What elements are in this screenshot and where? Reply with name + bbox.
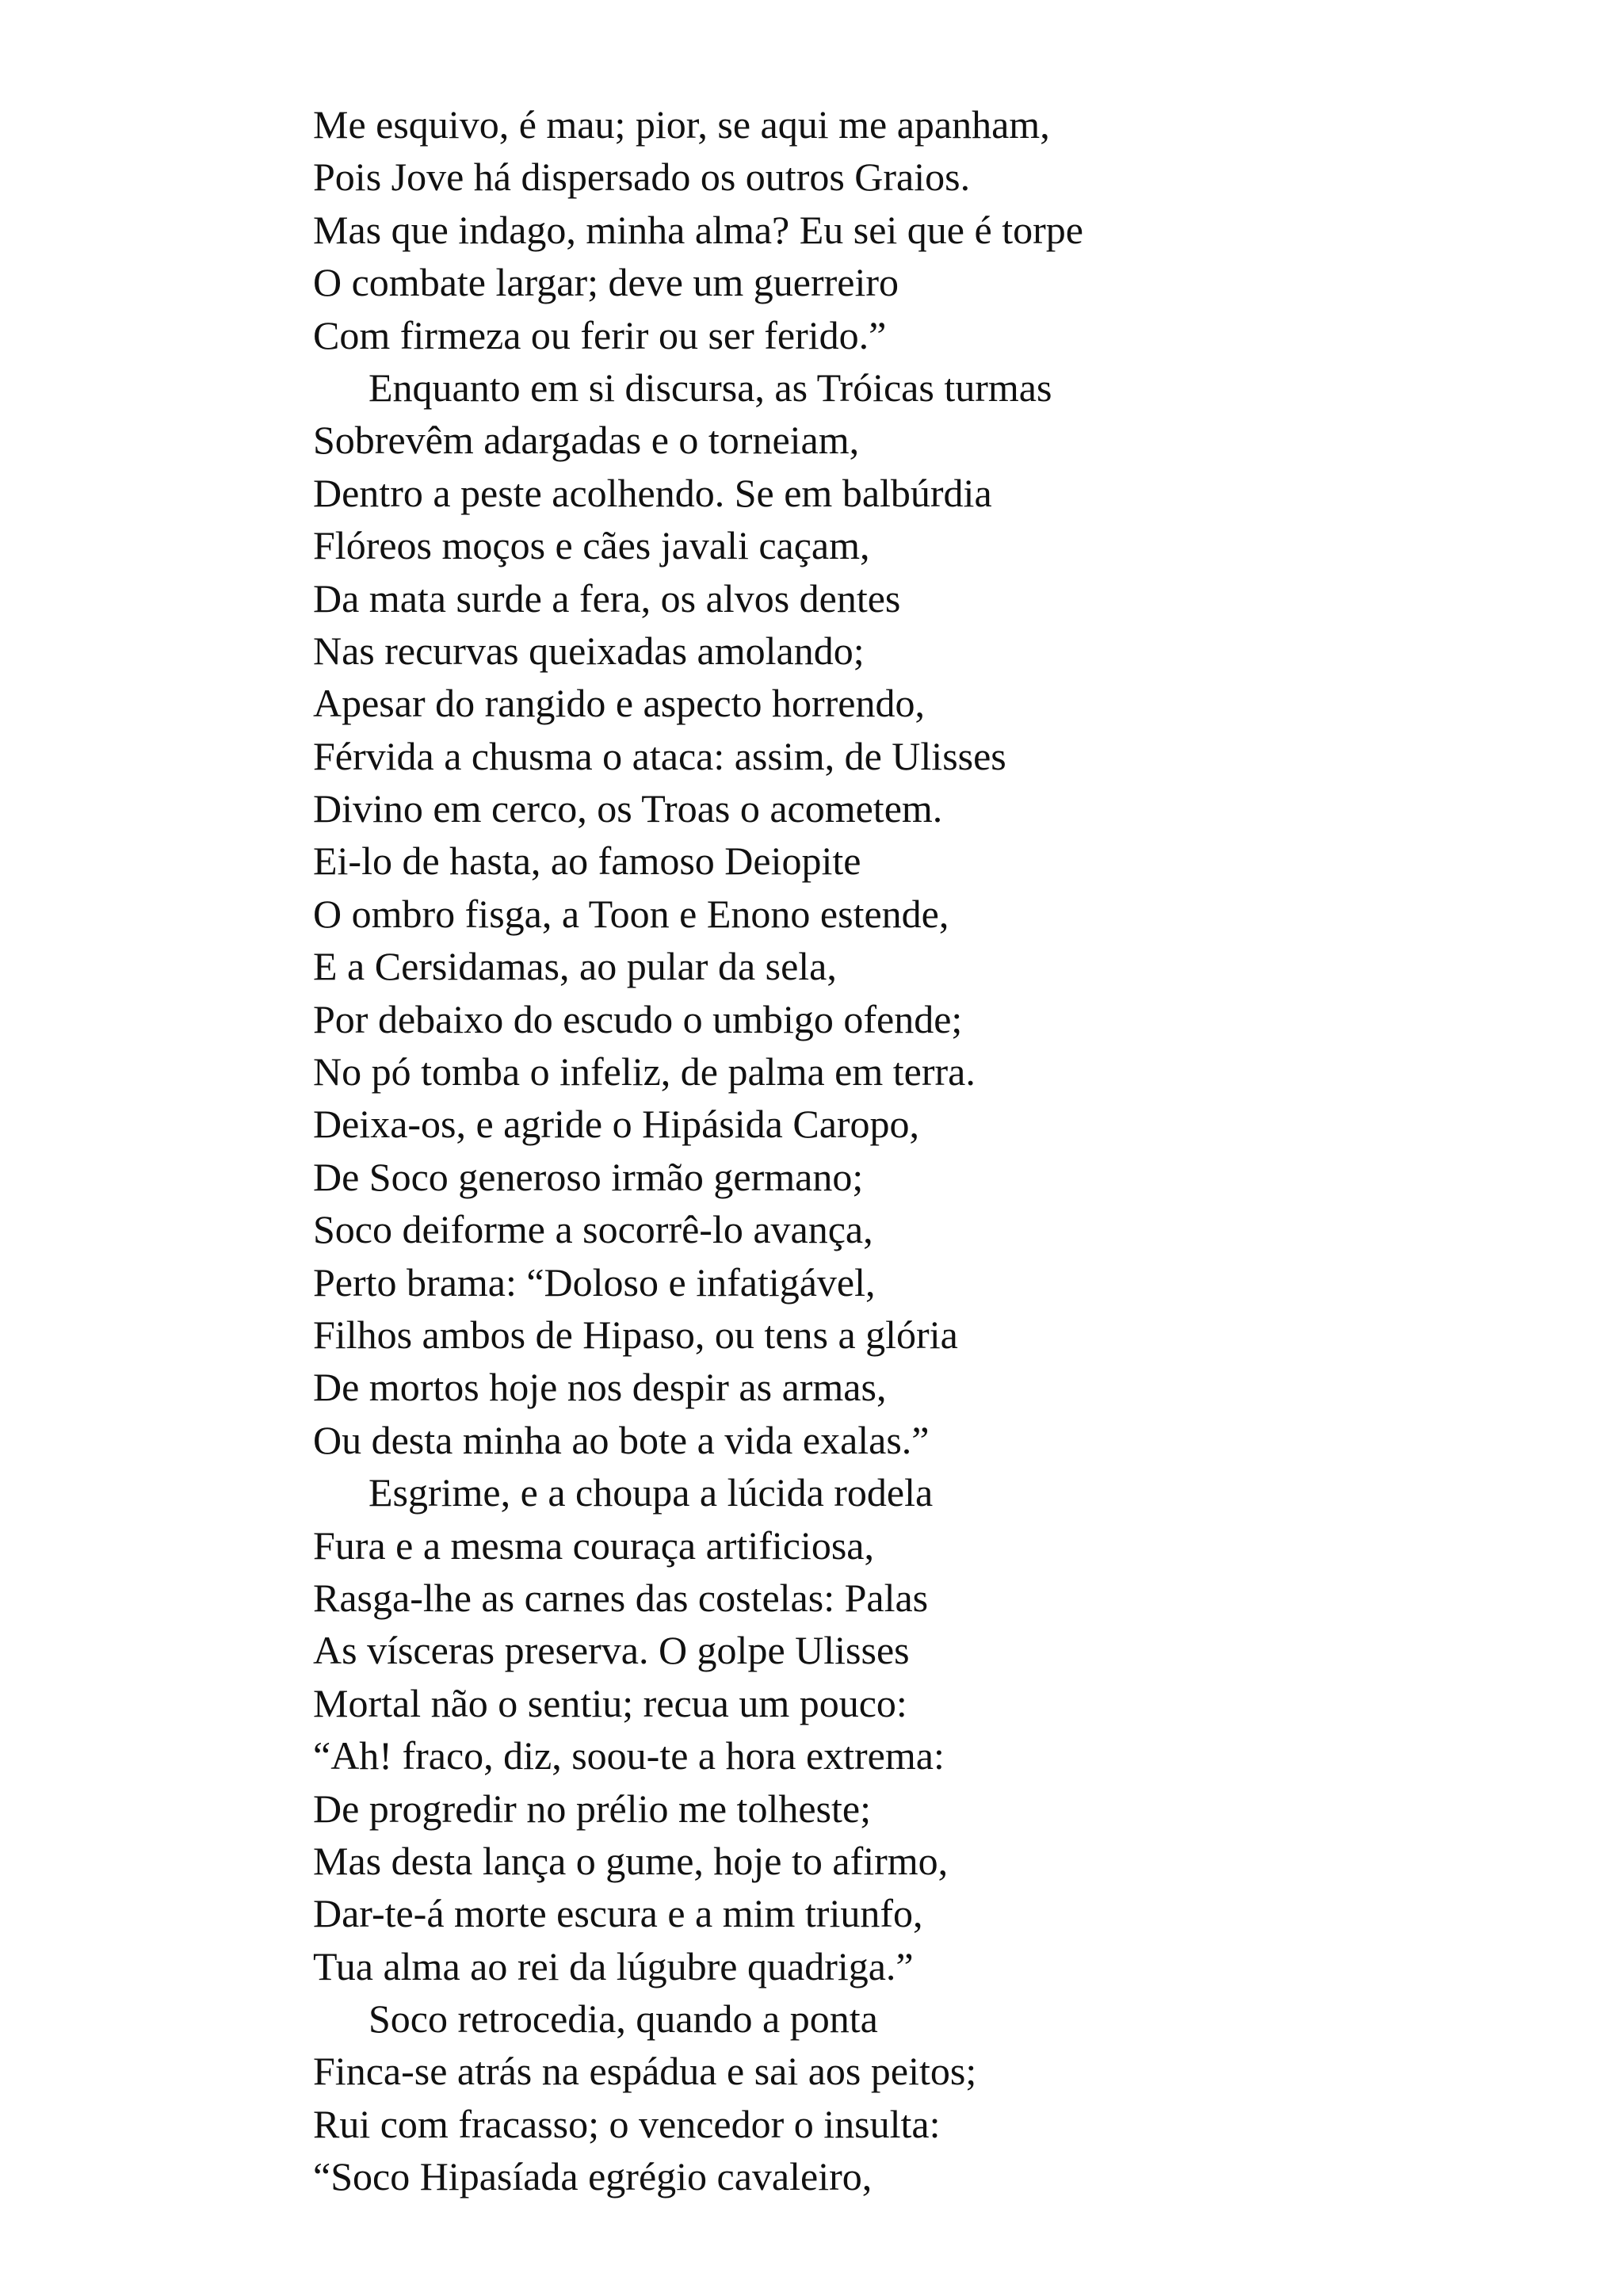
- verse-line: Rasga-lhe as carnes das costelas: Palas: [313, 1575, 929, 1620]
- verse-line: Soco deiforme a socorrê-lo avança,: [313, 1207, 873, 1252]
- verse-line: De mortos hoje nos despir as armas,: [313, 1365, 887, 1410]
- verse-line: Dar-te-á morte escura e a mim triunfo,: [313, 1891, 923, 1936]
- verse-line: “Ah! fraco, diz, soou-te a hora extrema:: [313, 1733, 945, 1778]
- verse-line: Rui com fracasso; o vencedor o insulta:: [313, 2101, 941, 2146]
- verse-line: Esgrime, e a choupa a lúcida rodela: [369, 1470, 934, 1515]
- verse-line: Nas recurvas queixadas amolando;: [313, 628, 865, 673]
- verse-line: Ei-lo de hasta, ao famoso Deiopite: [313, 839, 861, 884]
- verse-line: Por debaixo do escudo o umbigo ofende;: [313, 996, 963, 1041]
- poem-text-block: [313, 98, 1083, 2203]
- verse-line: E a Cersidamas, ao pular da sela,: [313, 944, 837, 989]
- verse-line: Mas desta lança o gume, hoje to afirmo,: [313, 1838, 949, 1883]
- verse-line: Deixa-os, e agride o Hipásida Caropo,: [313, 1102, 920, 1147]
- verse-line: Enquanto em si discursa, as Tróicas turmas: [369, 365, 1052, 410]
- verse-line: Mas que indago, minha alma? Eu sei que é torpe: [313, 207, 1083, 252]
- verse-line: No pó tomba o infeliz, de palma em terra.: [313, 1049, 976, 1095]
- verse-line: Perto brama: “Doloso e infatigável,: [313, 1259, 876, 1305]
- verse-line: Finca-se atrás na espádua e sai aos peitos;: [313, 2049, 977, 2094]
- verse-line: Filhos ambos de Hipaso, ou tens a glória: [313, 1312, 958, 1357]
- verse-line: Férvida a chusma o ataca: assim, de Ulisses: [313, 733, 1006, 778]
- verse-line: Pois Jove há dispersado os outros Graios.: [313, 155, 971, 200]
- verse-line: Apesar do rangido e aspecto horrendo,: [313, 681, 925, 726]
- verse-line: De progredir no prélio me tolheste;: [313, 1786, 871, 1831]
- verse-line: Me esquivo, é mau; pior, se aqui me apanham,: [313, 102, 1050, 147]
- verse-line: “Soco Hipasíada egrégio cavaleiro,: [313, 2154, 873, 2199]
- verse-line: Com firmeza ou ferir ou ser ferido.”: [313, 312, 887, 357]
- verse-line: Fura e a mesma couraça artificiosa,: [313, 1522, 874, 1568]
- verse-line: Da mata surde a fera, os alvos dentes: [313, 575, 901, 621]
- verse-line: Ou desta minha ao bote a vida exalas.”: [313, 1417, 930, 1462]
- verse-line: Sobrevêm adargadas e o torneiam,: [313, 418, 860, 463]
- verse-line: De Soco generoso irmão germano;: [313, 1154, 864, 1199]
- verse-line: Soco retrocedia, quando a ponta: [369, 1996, 878, 2042]
- verse-line: Tua alma ao rei da lúgubre quadriga.”: [313, 1943, 914, 1988]
- verse-line: O ombro fisga, a Toon e Enono estende,: [313, 891, 949, 936]
- verse-line: Mortal não o sentiu; recua um pouco:: [313, 1680, 907, 1725]
- verse-line: Divino em cerco, os Troas o acometem.: [313, 786, 943, 831]
- verse-line: Flóreos moços e cães javali caçam,: [313, 523, 870, 568]
- verse-line: As vísceras preserva. O golpe Ulisses: [313, 1628, 910, 1673]
- verse-line: Dentro a peste acolhendo. Se em balbúrdia: [313, 470, 992, 515]
- verse-line: O combate largar; deve um guerreiro: [313, 260, 899, 305]
